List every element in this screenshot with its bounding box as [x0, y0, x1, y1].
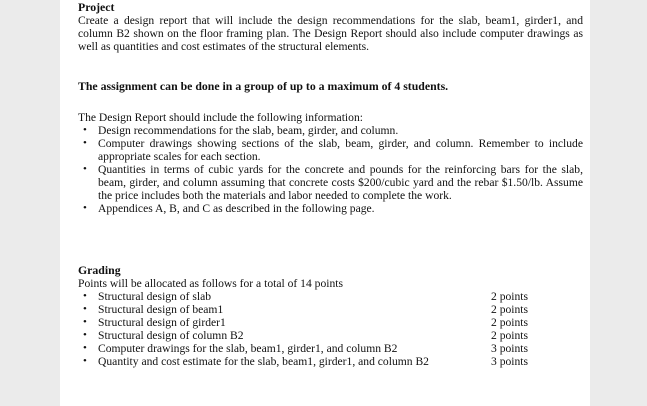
report-lead: The Design Report should include the following information:	[78, 111, 363, 124]
grading-item	[78, 329, 583, 342]
list-item-text: Appendices A, B, and C as described in the following page.	[98, 202, 375, 215]
report-requirements-list	[78, 124, 583, 215]
list-item-text: Computer drawings showing sections of the slab, beam, girder, and column. Remember to include appropriate scales for each section.	[98, 137, 583, 163]
grading-item-points: 2 points	[491, 329, 529, 342]
grading-item-label: Structural design of column B2	[98, 329, 244, 342]
grading-heading: Grading	[78, 263, 121, 277]
grading-list	[78, 290, 583, 368]
grading-item-points: 3 points	[491, 355, 529, 368]
grading-item	[78, 342, 583, 355]
list-item	[78, 163, 583, 202]
list-item	[78, 137, 583, 163]
grading-item-label: Computer drawings for the slab, beam1, girder1, and column B2	[98, 342, 398, 355]
grading-item	[78, 316, 583, 329]
list-item	[78, 202, 583, 215]
grading-item-points: 2 points	[491, 316, 529, 329]
list-item	[78, 124, 583, 137]
grading-item-label: Quantity and cost estimate for the slab, beam1, girder1, and column B2	[98, 355, 429, 368]
list-item-text: Design recommendations for the slab, beam, girder, and column.	[98, 124, 399, 137]
grading-item-label: Structural design of slab	[98, 290, 212, 303]
bullet-icon: •	[83, 290, 87, 302]
project-description: Create a design report that will include the design recommendations for the slab, beam1, girder1, and column B2 shown on the floor framing plan. The Design Report should also include computer drawings as well as quantities and cost estimates of the structural elements.	[78, 14, 583, 53]
grading-item-label: Structural design of beam1	[98, 303, 224, 316]
bullet-icon: •	[83, 329, 87, 341]
bullet-icon: •	[83, 316, 87, 328]
group-note: The assignment can be done in a group of up to a maximum of 4 students.	[78, 79, 449, 93]
grading-item-points: 2 points	[491, 290, 529, 303]
bullet-icon: •	[83, 355, 87, 367]
bullet-icon: •	[83, 163, 87, 175]
project-heading: Project	[78, 0, 115, 14]
grading-item-points: 2 points	[491, 303, 529, 316]
grading-item	[78, 303, 583, 316]
list-item-text: Quantities in terms of cubic yards for the concrete and pounds for the reinforcing bars for the slab, beam, girder, and column assuming that concrete costs $200/cubic yard and the rebar $1.50/lb. Assume the price includes both the materials and labor needed to complete the work.	[98, 163, 583, 202]
bullet-icon: •	[83, 202, 87, 214]
grading-section	[78, 263, 583, 368]
grading-item	[78, 290, 583, 303]
grading-item-label: Structural design of girder1	[98, 316, 226, 329]
grading-item-points: 3 points	[491, 342, 529, 355]
grading-item	[78, 355, 583, 368]
bullet-icon: •	[83, 342, 87, 354]
document-content	[78, 0, 583, 368]
grading-lead: Points will be allocated as follows for a total of 14 points	[78, 277, 344, 290]
bullet-icon: •	[83, 124, 87, 136]
bullet-icon: •	[83, 303, 87, 315]
bullet-icon: •	[83, 137, 87, 149]
document-page	[60, 0, 590, 406]
